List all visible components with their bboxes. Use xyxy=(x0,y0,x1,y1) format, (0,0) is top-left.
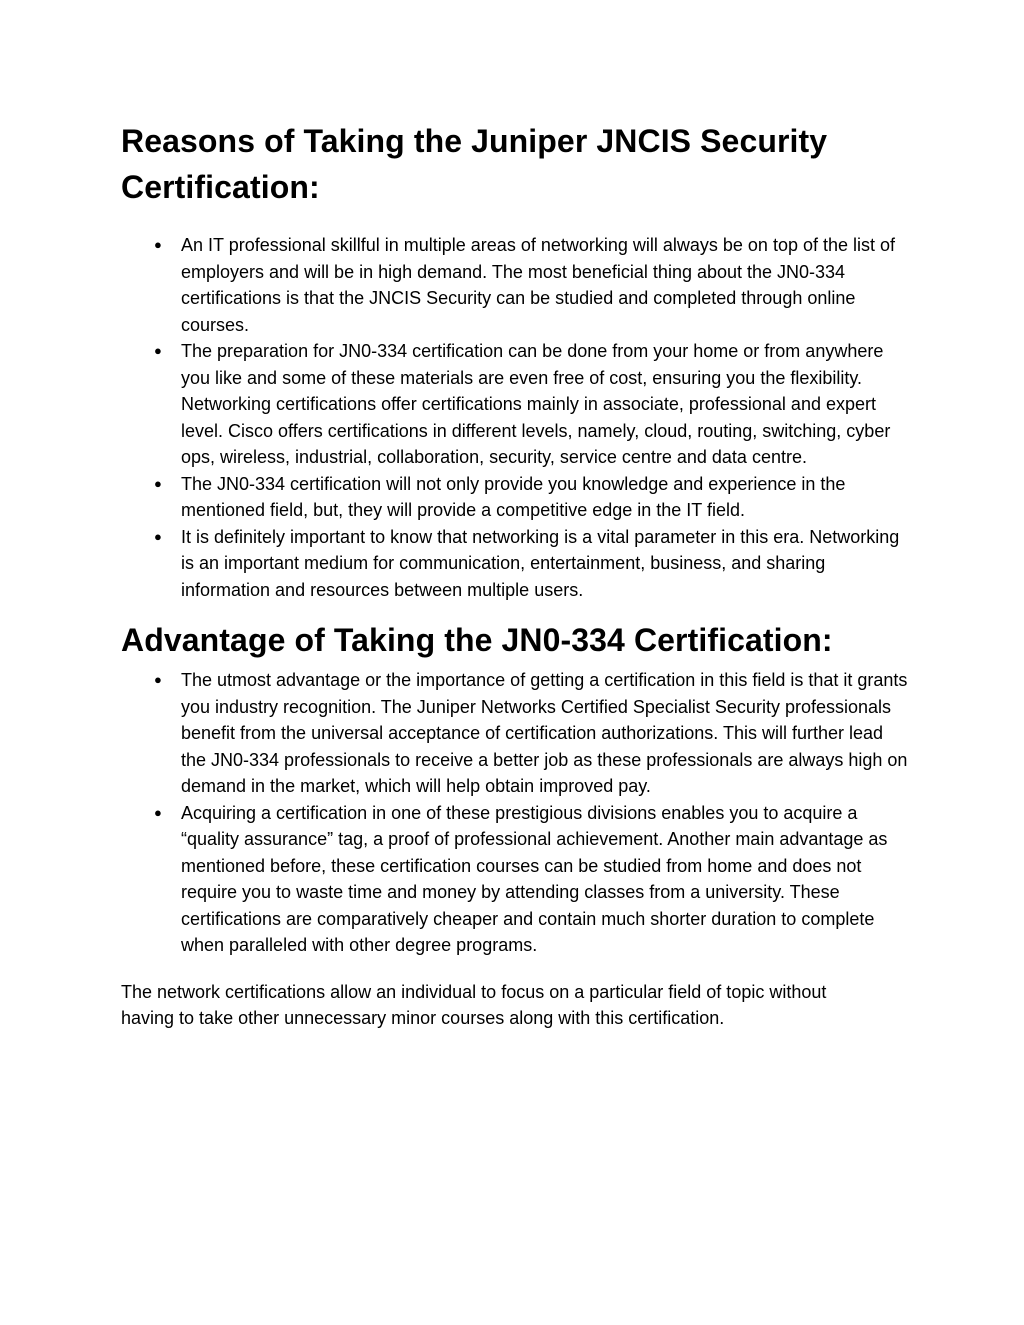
document-body xyxy=(121,118,911,1032)
list-item-text: Acquiring a certification in one of these prestigious divisions enables you to acquire a “quality assurance” tag, a proof of professional achievement. Another main advantage as mentioned before, these certification courses can be studied from home and does not require you to waste time and money by attending classes from a university. These certifications are comparatively cheaper and contain much shorter duration to complete when paralleled with other degree programs. xyxy=(181,802,888,955)
section-heading-advantage: Advantage of Taking the JN0-334 Certification: xyxy=(121,622,833,658)
list-item xyxy=(121,667,911,800)
bullet-icon: ● xyxy=(154,672,162,687)
list-item-text: The utmost advantage or the importance of getting a certification in this field is that it grants you industry recognition. The Juniper Networks Certified Specialist Security professionals benefit from the universal acceptance of certification authorizations. This will further lead the JN0-334 professionals to receive a better job as these professionals are always high on demand in the market, which will help obtain improved pay. xyxy=(181,670,908,796)
bullet-icon: ● xyxy=(154,804,162,820)
list-item-text: An IT professional skillful in multiple areas of networking will always be on top of the list of employers and will be in high demand. The most beneficial thing about the JN0-334 certifications is that the JNCIS Security can be studied and completed through online courses. xyxy=(181,235,896,335)
list-item xyxy=(121,471,911,524)
bullet-icon: ● xyxy=(154,475,162,491)
list-item xyxy=(121,524,911,604)
bullet-icon: ● xyxy=(154,528,162,544)
closing-paragraph: The network certifications allow an individual to focus on a particular field of topic without having to take other unnecessary minor courses along with this certification. xyxy=(121,981,827,1028)
list-item xyxy=(121,232,911,338)
list-item-text: The preparation for JN0-334 certification can be done from your home or from anywhere you like and some of these materials are even free of cost, ensuring you the flexibility. Networking certifications offer certifications mainly in associate, professional and expert level. Cisco offers certifications in different levels, namely, cloud, routing, switching, cyber ops, wireless, industrial, collaboration, security, service centre and data centre. xyxy=(181,341,891,467)
bullet-icon: ● xyxy=(154,343,162,358)
list-item-text: The JN0-334 certification will not only provide you knowledge and experience in the mentioned field, but, they will provide a competitive edge in the IT field. xyxy=(181,473,846,520)
bullet-icon: ● xyxy=(154,237,162,252)
section-heading-reasons: Reasons of Taking the Juniper JNCIS Security Certification: xyxy=(121,123,828,205)
list-item-text: It is definitely important to know that networking is a vital parameter in this era. Networking is an important medium for communication, entertainment, business, and sharing information and resources between multiple users. xyxy=(181,526,900,600)
reasons-bullet-list xyxy=(121,232,911,603)
advantage-bullet-list xyxy=(121,667,911,959)
list-item xyxy=(121,800,911,959)
list-item xyxy=(121,338,911,471)
